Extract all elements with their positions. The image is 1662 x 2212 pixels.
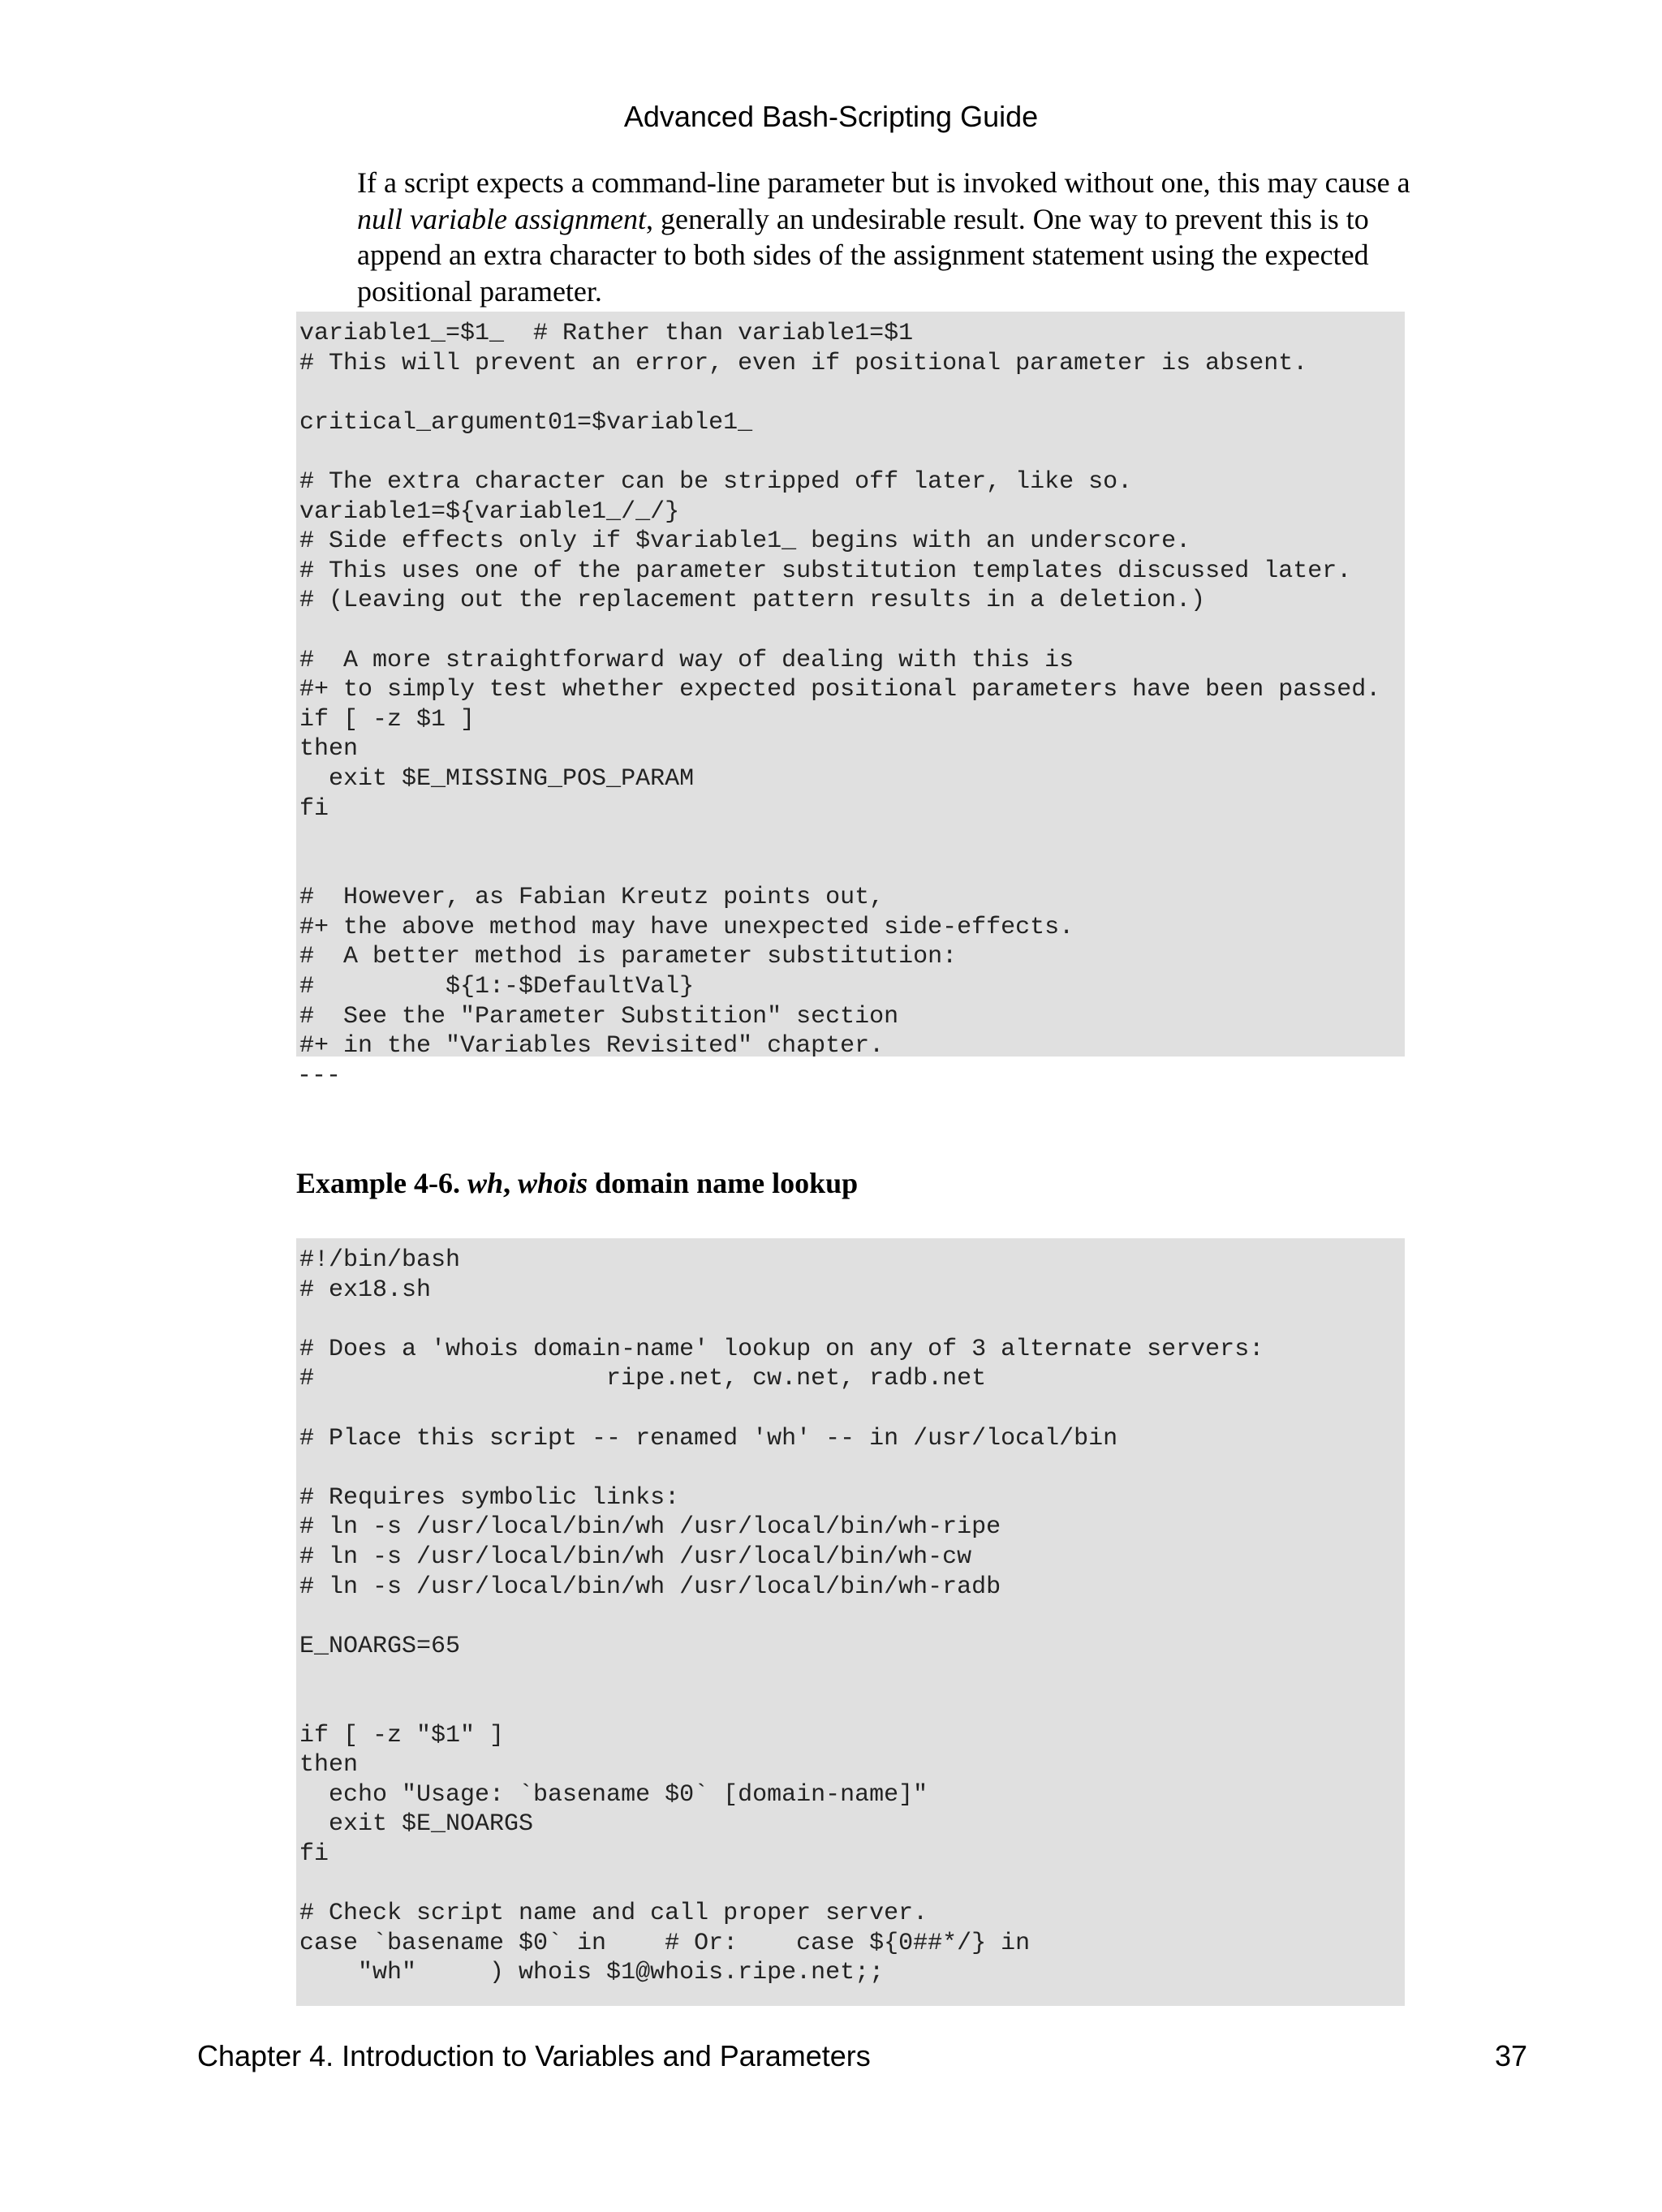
footer-page-number: 37	[1494, 2039, 1527, 2072]
example-suffix: domain name lookup	[588, 1167, 859, 1199]
code-block-whois-script: #!/bin/bash # ex18.sh # Does a 'whois domain-name' lookup on any of 3 alternate servers: # ripe.net, cw.net, radb.net # Place this script -- renamed 'wh' -- in /usr/local/bin # Requires symbolic links: # ln -s /usr/local/bin/wh /usr/local/bin/wh-ripe # ln -s /usr/local/bin/wh /usr/local/bin/wh-cw # ln -s /usr/local/bin/wh /usr/local/bin/wh-radb E_NOARGS=65 if [ -z "$1" ] then echo "Usage: `basename $0` [domain-name]" exit $E_NOARGS fi # Check script name and call proper server. case `basename $0` in # Or: case ${0##*/} in "wh" ) whois $1@whois.ripe.net;;	[296, 1238, 1405, 2006]
example-cmd-whois: whois	[518, 1167, 588, 1199]
example-comma: ,	[503, 1167, 519, 1199]
separator: ---	[297, 1062, 342, 1090]
page-header-title: Advanced Bash-Scripting Guide	[623, 100, 1039, 133]
footer-chapter-title: Chapter 4. Introduction to Variables and Parameters	[197, 2039, 871, 2072]
intro-text-before: If a script expects a command-line parameter but is invoked without one, this may cause a	[357, 166, 1410, 199]
example-title	[296, 1165, 858, 1201]
example-prefix: Example 4-6.	[296, 1167, 467, 1199]
intro-paragraph	[357, 165, 1412, 309]
example-cmd-wh: wh	[467, 1167, 504, 1199]
intro-text-after: , generally an undesirable result. One way to prevent this is to append an extra character to both sides of the assignment statement using the expected positional parameter.	[357, 202, 1369, 308]
code-block-parameter-guard: variable1_=$1_ # Rather than variable1=$1 # This will prevent an error, even if positional parameter is absent. critical_argument01=$variable1_ # The extra character can be stripped off later, like so. variable1=${variable1_/_/} # Side effects only if $variable1_ begins with an underscore. # This uses one of the parameter substitution templates discussed later. # (Leaving out the replacement pattern results in a deletion.) # A more straightforward way of dealing with this is #+ to simply test whether expected positional parameters have been passed. if [ -z $1 ] then exit $E_MISSING_POS_PARAM fi # However, as Fabian Kreutz points out, #+ the above method may have unexpected side-effects. # A better method is parameter substitution: # ${1:-$DefaultVal} # See the "Parameter Substition" section #+ in the "Variables Revisited" chapter.	[296, 312, 1405, 1057]
intro-emphasis: null variable assignment	[357, 202, 646, 235]
